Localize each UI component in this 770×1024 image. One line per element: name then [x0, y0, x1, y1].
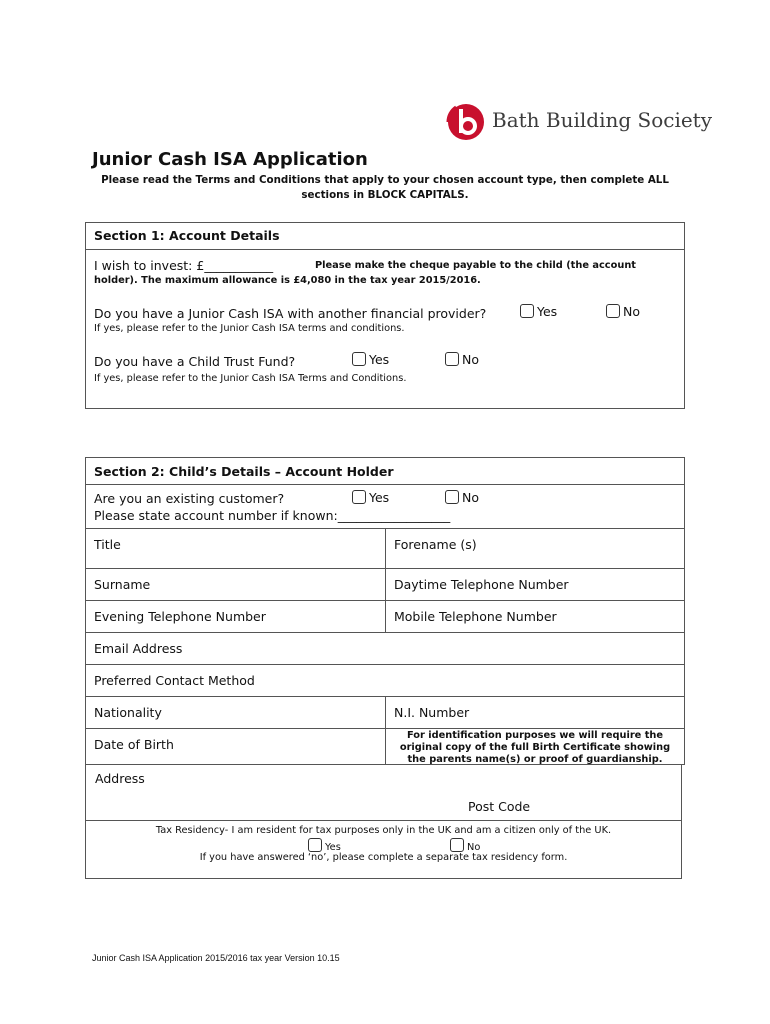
tax-residency-box	[85, 820, 682, 879]
existing-no-option[interactable]	[445, 490, 479, 505]
q1-note: If yes, please refer to the Junior Cash ISA terms and conditions.	[94, 323, 405, 334]
existing-customer-box	[85, 484, 685, 529]
evening-phone-field[interactable]	[86, 601, 386, 632]
section2-header	[85, 457, 685, 485]
q1-yes-option[interactable]	[520, 304, 557, 319]
ni-number-label: N.I. Number	[394, 705, 470, 720]
id-note: For identification purposes we will require the original copy of the full Birth Certificate showing the parents name(s) or proof of guardianship.	[399, 730, 671, 765]
q1-yes-checkbox[interactable]	[520, 304, 534, 318]
row-evening-mobile	[85, 600, 685, 633]
logo-mark-icon	[444, 100, 488, 144]
q2-yes-option[interactable]	[352, 352, 389, 367]
existing-no-checkbox[interactable]	[445, 490, 459, 504]
child-trust-fund-question: Do you have a Child Trust Fund?	[94, 354, 296, 369]
forename-label: Forename (s)	[394, 537, 477, 552]
title-field[interactable]	[86, 529, 386, 568]
intro-text: Please read the Terms and Conditions that apply to your chosen account type, then complete ALL sections in BLOCK CAPITALS.	[101, 174, 669, 201]
nationality-field[interactable]	[86, 697, 386, 728]
no-label: No	[467, 842, 481, 853]
logo-text: Bath Building Society	[492, 108, 713, 132]
contact-method-label: Preferred Contact Method	[94, 673, 255, 688]
junior-isa-question: Do you have a Junior Cash ISA with another financial provider?	[94, 306, 487, 321]
dob-label: Date of Birth	[94, 737, 174, 752]
section1-heading: Section 1: Account Details	[94, 228, 280, 243]
no-label: No	[462, 352, 479, 367]
row-title-forename	[85, 528, 685, 569]
forename-field[interactable]	[386, 529, 684, 568]
q2-no-checkbox[interactable]	[445, 352, 459, 366]
q1-no-option[interactable]	[606, 304, 640, 319]
q1-no-checkbox[interactable]	[606, 304, 620, 318]
no-label: No	[623, 304, 640, 319]
yes-label: Yes	[369, 352, 390, 367]
dob-field[interactable]	[86, 729, 386, 764]
q2-note: If yes, please refer to the Junior Cash ISA Terms and Conditions.	[94, 373, 407, 384]
id-note-cell	[386, 729, 684, 764]
nationality-label: Nationality	[94, 705, 162, 720]
daytime-phone-field[interactable]	[386, 569, 684, 600]
contact-method-field[interactable]	[85, 664, 685, 697]
title-label: Title	[94, 537, 121, 552]
mobile-phone-label: Mobile Telephone Number	[394, 609, 557, 624]
evening-phone-label: Evening Telephone Number	[94, 609, 266, 624]
page-title: Junior Cash ISA Application	[92, 149, 368, 170]
q2-yes-checkbox[interactable]	[352, 352, 366, 366]
section1-header	[86, 223, 684, 250]
mobile-phone-field[interactable]	[386, 601, 684, 632]
yes-label: Yes	[369, 490, 390, 505]
post-code-label: Post Code	[468, 799, 531, 814]
address-field[interactable]	[85, 764, 682, 821]
tax-yes-checkbox[interactable]	[308, 838, 322, 852]
footer-version: Junior Cash ISA Application 2015/2016 tax year Version 10.15	[92, 953, 340, 963]
existing-yes-option[interactable]	[352, 490, 389, 505]
invest-amount-field[interactable]: I wish to invest: £___________	[94, 258, 274, 273]
yes-label: Yes	[537, 304, 558, 319]
row-surname-daytime	[85, 568, 685, 601]
row-dob-id	[85, 728, 685, 765]
q2-no-option[interactable]	[445, 352, 479, 367]
email-field[interactable]	[85, 632, 685, 665]
existing-yes-checkbox[interactable]	[352, 490, 366, 504]
row-nationality-ni	[85, 696, 685, 729]
bath-building-society-logo	[444, 100, 713, 144]
daytime-phone-label: Daytime Telephone Number	[394, 577, 569, 592]
yes-label: Yes	[325, 842, 341, 853]
section1-box	[85, 222, 685, 409]
existing-customer-question: Are you an existing customer?	[94, 491, 285, 506]
tax-no-option[interactable]	[450, 838, 480, 853]
address-label: Address	[95, 771, 145, 786]
tax-no-checkbox[interactable]	[450, 838, 464, 852]
tax-residency-note: If you have answered ‘no’, please complete a separate tax residency form.	[199, 852, 568, 863]
surname-field[interactable]	[86, 569, 386, 600]
invest-note-line1: Please make the cheque payable to the child (the account	[315, 260, 636, 271]
email-label: Email Address	[94, 641, 183, 656]
no-label: No	[462, 490, 479, 505]
invest-note-line2: holder). The maximum allowance is £4,080 in the tax year 2015/2016.	[94, 275, 481, 286]
surname-label: Surname	[94, 577, 151, 592]
tax-yes-option[interactable]	[308, 838, 341, 853]
ni-number-field[interactable]	[386, 697, 684, 728]
tax-residency-statement: Tax Residency- I am resident for tax purposes only in the UK and am a citizen only of the UK.	[155, 825, 612, 836]
section2-heading: Section 2: Child’s Details – Account Holder	[94, 464, 394, 479]
account-number-field[interactable]: Please state account number if known:__________________	[94, 508, 451, 523]
